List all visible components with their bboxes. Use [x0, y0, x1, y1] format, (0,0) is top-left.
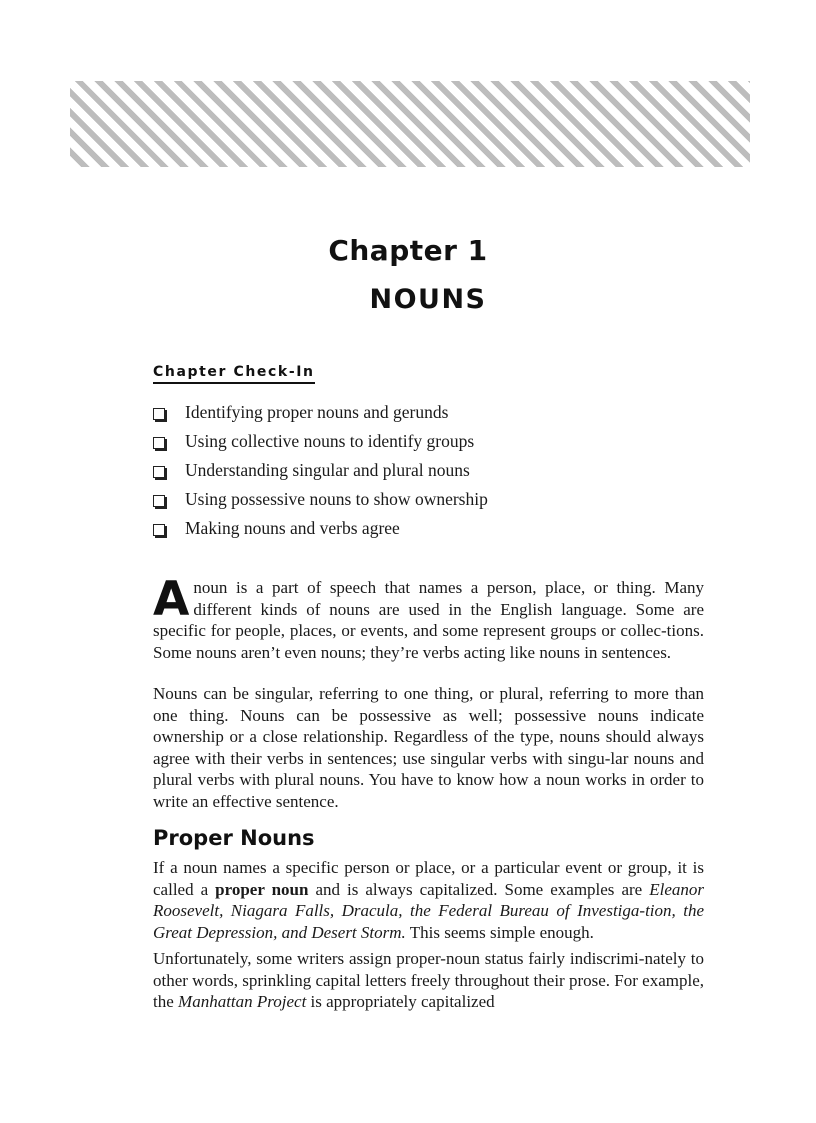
list-item-label: Understanding singular and plural nouns [185, 460, 470, 480]
proper-nouns-paragraph-2 [153, 948, 704, 1013]
list-item [153, 431, 488, 460]
text-run: and is always capitalized. Some examples are [308, 879, 650, 899]
list-item-label: Identifying proper nouns and gerunds [185, 402, 449, 422]
chapter-number: Chapter 1 [328, 234, 488, 267]
intro-paragraph-1 [153, 572, 704, 663]
text-run: is appropriately capitalized [306, 992, 495, 1011]
text-run: Unfortunately, some writers assign proper-noun status fairly indiscrimi-nately to other words, sprinkling capital letters freely throughout their prose. For example, the [153, 949, 704, 1011]
text-run: This seems simple enough. [405, 922, 594, 942]
chapter-title: NOUNS [369, 284, 487, 315]
list-item [153, 460, 488, 489]
proper-nouns-paragraph-1 [153, 857, 704, 943]
section-heading-proper-nouns: Proper Nouns [153, 826, 315, 850]
list-item [153, 518, 488, 547]
striped-header-banner [70, 81, 750, 167]
chapter-checkin-heading: Chapter Check-In [153, 364, 315, 384]
checkbox-icon [153, 408, 165, 420]
chapter-checkin-list [153, 402, 488, 547]
intro-paragraph-1-text: noun is a part of speech that names a person, place, or thing. Many different kinds of nouns are used in the English language. Some are specific for people, places, or events, and some represent groups or collec-tions. Some nouns aren’t even nouns; they’re verbs acting like nouns in sentences. [153, 578, 704, 662]
example-italic: Manhattan Project [178, 992, 307, 1011]
checkbox-icon [153, 524, 165, 536]
list-item-label: Using possessive nouns to show ownership [185, 489, 488, 509]
list-item [153, 489, 488, 518]
list-item [153, 402, 488, 431]
intro-paragraph-2: Nouns can be singular, referring to one thing, or plural, referring to more than one thing. Nouns can be possessive as well; possessive nouns indicate ownership or a close relationship. Regardless of the type, nouns should always agree with their verbs in sentences; use singular verbs with singu-lar nouns and plural verbs with plural nouns. You have to know how a noun works in order to write an effective sentence. [153, 684, 704, 811]
list-item-label: Making nouns and verbs agree [185, 518, 400, 538]
checkbox-icon [153, 495, 165, 507]
examples-italic: Eleanor Roosevelt, Niagara Falls, Dracula, the Federal Bureau of Investiga-tion, the Great Depression, and Desert Storm. [153, 879, 704, 942]
term-proper-noun: proper noun [215, 879, 309, 899]
checkbox-icon [153, 437, 165, 449]
text-run: If a noun names a specific person or place, or a particular event or group, it is called a [153, 858, 704, 899]
list-item-label: Using collective nouns to identify groups [185, 431, 475, 451]
drop-cap: A [153, 572, 190, 627]
checkbox-icon [153, 466, 165, 478]
